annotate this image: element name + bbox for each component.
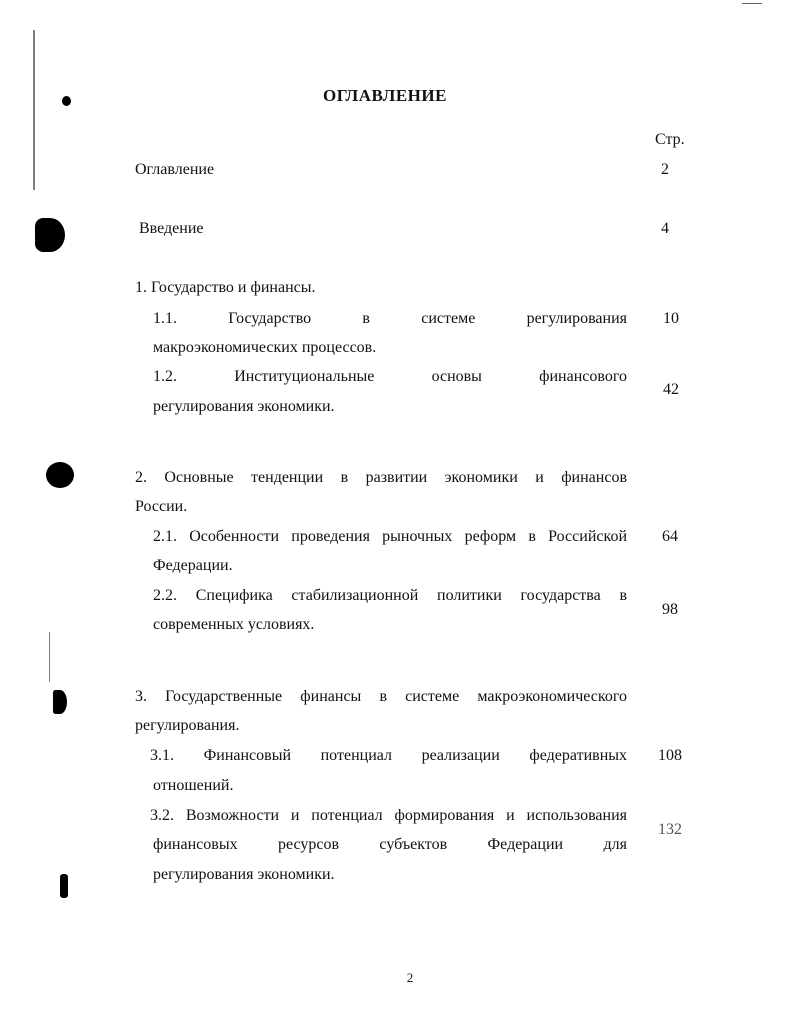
toc-entry-page: 42 <box>663 381 679 398</box>
toc-entry-page: 10 <box>663 310 679 327</box>
toc-section-heading: 2. Основные тенденции в развитии экономики и финансов <box>135 469 627 486</box>
toc-entry-text: регулирования экономики. <box>153 866 335 883</box>
toc-entry-page: 2 <box>661 161 669 178</box>
page-column-label: Стр. <box>655 131 685 148</box>
scan-blot <box>35 218 65 252</box>
page-number: 2 <box>406 970 414 985</box>
scan-blot <box>60 874 68 898</box>
scan-edge-line <box>49 632 50 682</box>
toc-entry-text: 1.2. Институциональные основы финансового <box>153 368 627 385</box>
scan-edge-line <box>33 30 35 190</box>
toc-entry-text: Оглавление <box>135 161 215 178</box>
toc-entry-text: макроэкономических процессов. <box>153 339 377 356</box>
toc-entry-text: Федерации. <box>153 557 233 574</box>
toc-entry-text: отношений. <box>153 777 234 794</box>
toc-section-heading: регулирования. <box>135 717 240 734</box>
toc-entry-page: 132 <box>658 821 682 838</box>
toc-section-heading: 1. Государство и финансы. <box>135 279 316 296</box>
toc-entry-page: 4 <box>661 220 669 237</box>
toc-entry-page: 64 <box>662 528 678 545</box>
toc-section-heading: 3. Государственные финансы в системе макроэкономического <box>135 688 627 705</box>
toc-entry-text: 2.2. Специфика стабилизационной политики государства в <box>153 587 627 604</box>
page-title: ОГЛАВЛЕНИЕ <box>323 86 447 105</box>
toc-entry-text: Введение <box>139 220 204 237</box>
toc-entry-text: 3.1. Финансовый потенциал реализации федеративных <box>150 747 627 764</box>
toc-entry-text: финансовых ресурсов субъектов Федерации для <box>153 836 627 853</box>
toc-entry-text: современных условиях. <box>153 616 315 633</box>
toc-entry-text: 2.1. Особенности проведения рыночных реформ в Российской <box>153 528 627 545</box>
toc-entry-text: регулирования экономики. <box>153 398 335 415</box>
toc-entry-text: 3.2. Возможности и потенциал формирования и использования <box>150 807 627 824</box>
toc-section-heading: России. <box>135 498 188 515</box>
toc-entry-text: 1.1. Государство в системе регулирования <box>153 310 627 327</box>
toc-entry-page: 108 <box>658 747 682 764</box>
scan-edge-line <box>742 3 762 4</box>
toc-entry-page: 98 <box>662 601 678 618</box>
scan-blot <box>46 462 74 488</box>
scan-blot <box>53 690 67 714</box>
